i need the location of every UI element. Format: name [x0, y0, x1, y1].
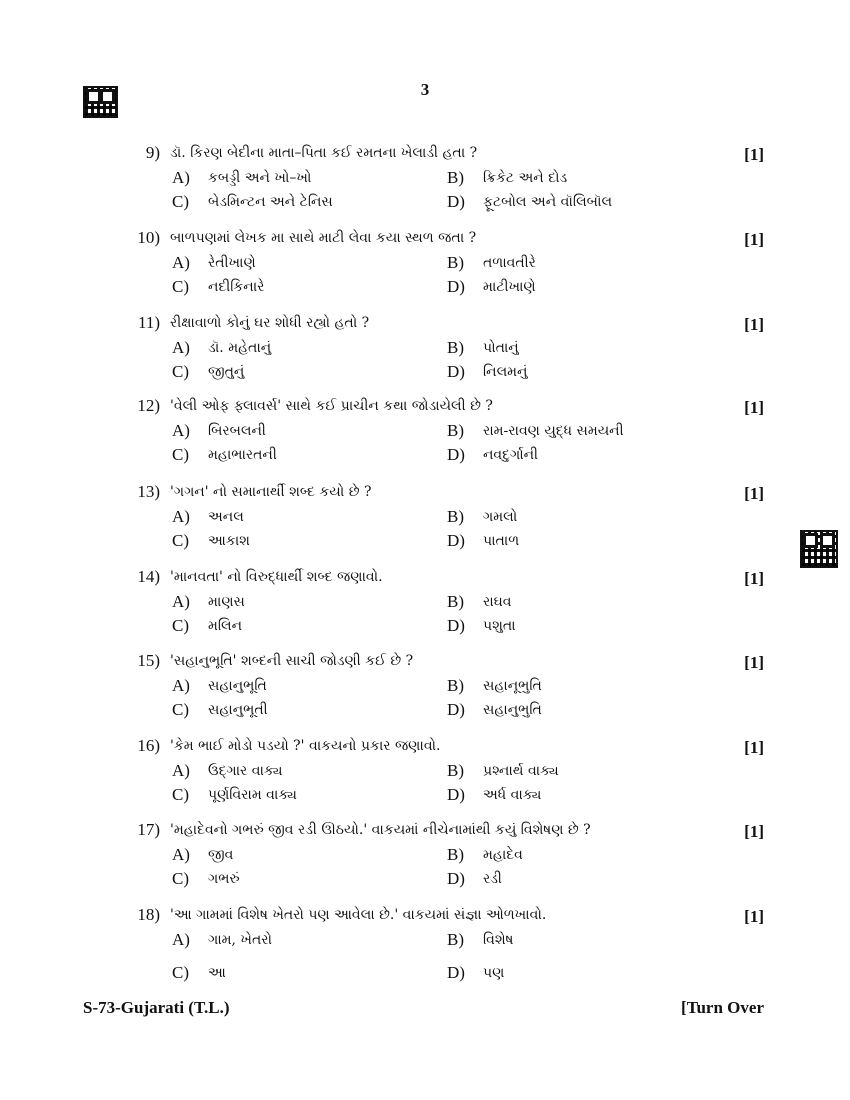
option-letter: B) [447, 168, 464, 187]
question-16 [0, 735, 850, 815]
option-letter: A) [172, 676, 190, 695]
option-letter: D) [447, 531, 465, 550]
question-marks: [1] [744, 569, 764, 588]
option-letter: A) [172, 338, 190, 357]
option-text: મહાદેવ [483, 847, 523, 863]
option-letter: B) [447, 253, 464, 272]
option-letter: B) [447, 592, 464, 611]
option-text: આ [208, 965, 226, 981]
option-letter: A) [172, 507, 190, 526]
question-number: 10) [137, 228, 160, 247]
option-letter: D) [447, 700, 465, 719]
question-marks: [1] [744, 398, 764, 417]
question-number: 18) [137, 905, 160, 924]
option-text: ઉદ્ગાર વાક્ય [208, 763, 283, 779]
option-text: ગમલો [483, 509, 518, 525]
option-letter: C) [172, 362, 189, 381]
page-number: 3 [420, 80, 430, 99]
option-text: બિરબલની [208, 423, 266, 439]
qr-code-icon [83, 86, 118, 118]
option-text: બેડમિન્ટન અને ટેનિસ [208, 194, 333, 210]
option-text: રામ-રાવણ યુદ્ધ સમયની [483, 423, 624, 439]
option-letter: A) [172, 845, 190, 864]
option-letter: C) [172, 700, 189, 719]
question-number: 17) [137, 820, 160, 839]
option-letter: D) [447, 192, 465, 211]
question-number: 15) [137, 651, 160, 670]
option-letter: D) [447, 963, 465, 982]
option-letter: B) [447, 507, 464, 526]
question-marks: [1] [744, 230, 764, 249]
option-text: મહાભારતની [208, 447, 277, 463]
option-letter: A) [172, 761, 190, 780]
option-text: વિશેષ [483, 932, 514, 948]
option-text: નિલમનું [483, 364, 528, 380]
question-number: 11) [137, 313, 160, 332]
option-text: રડી [483, 871, 502, 887]
turn-over-label: [Turn Over [681, 998, 764, 1017]
option-letter: C) [172, 277, 189, 296]
paper-code: S-73-Gujarati (T.L.) [83, 998, 230, 1017]
option-letter: C) [172, 192, 189, 211]
option-letter: C) [172, 785, 189, 804]
option-text: જીવ [208, 847, 234, 863]
option-letter: C) [172, 616, 189, 635]
question-13 [0, 481, 850, 561]
question-text: 'કેમ ભાઈ મોડો પડયો ?' વાકયનો પ્રકાર જણાવો. [170, 738, 441, 754]
option-letter: C) [172, 963, 189, 982]
question-14 [0, 566, 850, 646]
question-text: ડૉ. કિરણ બેદીના માતા–પિતા કઈ રમતના ખેલાડી હતા ? [170, 145, 478, 161]
question-10 [0, 227, 850, 307]
option-text: પશુતા [483, 618, 516, 634]
option-letter: B) [447, 676, 464, 695]
option-text: ફૂટબોલ અને વૉલિબૉલ [483, 194, 613, 210]
question-9 [0, 142, 850, 222]
question-marks: [1] [744, 907, 764, 926]
question-11 [0, 312, 850, 392]
option-text: ગભરું [208, 871, 240, 887]
option-letter: B) [447, 845, 464, 864]
question-text: 'ગગન' નો સમાનાર્થી શબ્દ કયો છે ? [170, 484, 372, 500]
option-letter: D) [447, 785, 465, 804]
option-text: જીતુનું [208, 364, 245, 380]
question-12 [0, 395, 850, 475]
option-letter: B) [447, 930, 464, 949]
option-text: સહાનુભુતિ [483, 702, 542, 718]
option-letter: D) [447, 445, 465, 464]
question-marks: [1] [744, 315, 764, 334]
question-text: 'વેલી ઓફ ફ્લાવર્સ' સાથે કઈ પ્રાચીન કથા જોડાયેલી છે ? [170, 398, 493, 414]
option-text: પૂર્ણવિરામ વાક્ય [208, 787, 297, 803]
option-letter: B) [447, 421, 464, 440]
option-letter: C) [172, 531, 189, 550]
option-letter: C) [172, 445, 189, 464]
question-marks: [1] [744, 738, 764, 757]
option-text: પોતાનું [483, 340, 519, 356]
option-text: ડૉ. મહેતાનું [208, 340, 272, 356]
question-number: 12) [137, 396, 160, 415]
option-letter: D) [447, 869, 465, 888]
question-15 [0, 650, 850, 730]
question-marks: [1] [744, 822, 764, 841]
option-text: સહાનુભૂતિ [208, 678, 267, 694]
option-letter: B) [447, 338, 464, 357]
question-text: 'સહાનુભૂતિ' શબ્દની સાચી જોડણી કઈ છે ? [170, 653, 414, 669]
option-letter: C) [172, 869, 189, 888]
option-text: આકાશ [208, 533, 250, 549]
option-text: માટીખાણે [483, 279, 536, 295]
question-marks: [1] [744, 484, 764, 503]
question-text: 'માનવતા' નો વિરુદ્ધાર્થી શબ્દ જણાવો. [170, 569, 383, 585]
option-letter: A) [172, 168, 190, 187]
option-letter: B) [447, 761, 464, 780]
option-text: સહાનૂભુતિ [483, 678, 542, 694]
option-text: અર્ધ વાક્ય [483, 787, 542, 803]
option-text: પણ [483, 965, 505, 981]
option-letter: D) [447, 616, 465, 635]
option-text: નવદુર્ગાની [483, 447, 539, 463]
option-text: ક્રિકેટ અને દોડ [483, 170, 568, 186]
question-17 [0, 819, 850, 899]
question-number: 9) [145, 143, 160, 162]
question-number: 14) [137, 567, 160, 586]
question-18 [0, 904, 850, 984]
question-text: બાળપણમાં લેખક મા સાથે માટી લેવા કયા સ્થળ જતા ? [170, 230, 477, 246]
option-text: રેતીખાણે [208, 255, 256, 271]
option-text: કબડ્ડી અને ખો–ખો [208, 170, 312, 186]
option-text: નદીકિનારે [208, 279, 265, 295]
option-text: પાતાળ [483, 533, 520, 549]
question-text: 'મહાદેવનો ગભરું જીવ રડી ઊઠયો.' વાકયમાં નીચેનામાંથી કયું વિશેષણ છે ? [170, 822, 591, 838]
question-text: રીક્ષાવાળો કોનું ઘર શોધી રહ્યો હતો ? [170, 315, 370, 331]
option-text: સહાનુભૂતી [208, 702, 268, 718]
option-text: ગામ, ખેતરો [208, 932, 272, 948]
option-letter: A) [172, 253, 190, 272]
option-letter: A) [172, 421, 190, 440]
option-letter: A) [172, 930, 190, 949]
option-text: અનલ [208, 509, 244, 525]
option-text: મલિન [208, 618, 243, 634]
option-letter: D) [447, 362, 465, 381]
option-text: પ્રશ્નાર્થ વાક્ય [483, 763, 559, 779]
question-marks: [1] [744, 653, 764, 672]
question-number: 13) [137, 482, 160, 501]
option-text: તળાવતીરે [483, 255, 536, 271]
option-text: રાઘવ [483, 594, 512, 610]
question-number: 16) [137, 736, 160, 755]
option-letter: D) [447, 277, 465, 296]
option-text: માણસ [208, 594, 245, 610]
question-text: 'આ ગામમાં વિશેષ ખેતરો પણ આવેલા છે.' વાકયમાં સંજ્ઞા ઓળખાવો. [170, 907, 547, 923]
option-letter: A) [172, 592, 190, 611]
question-marks: [1] [744, 145, 764, 164]
